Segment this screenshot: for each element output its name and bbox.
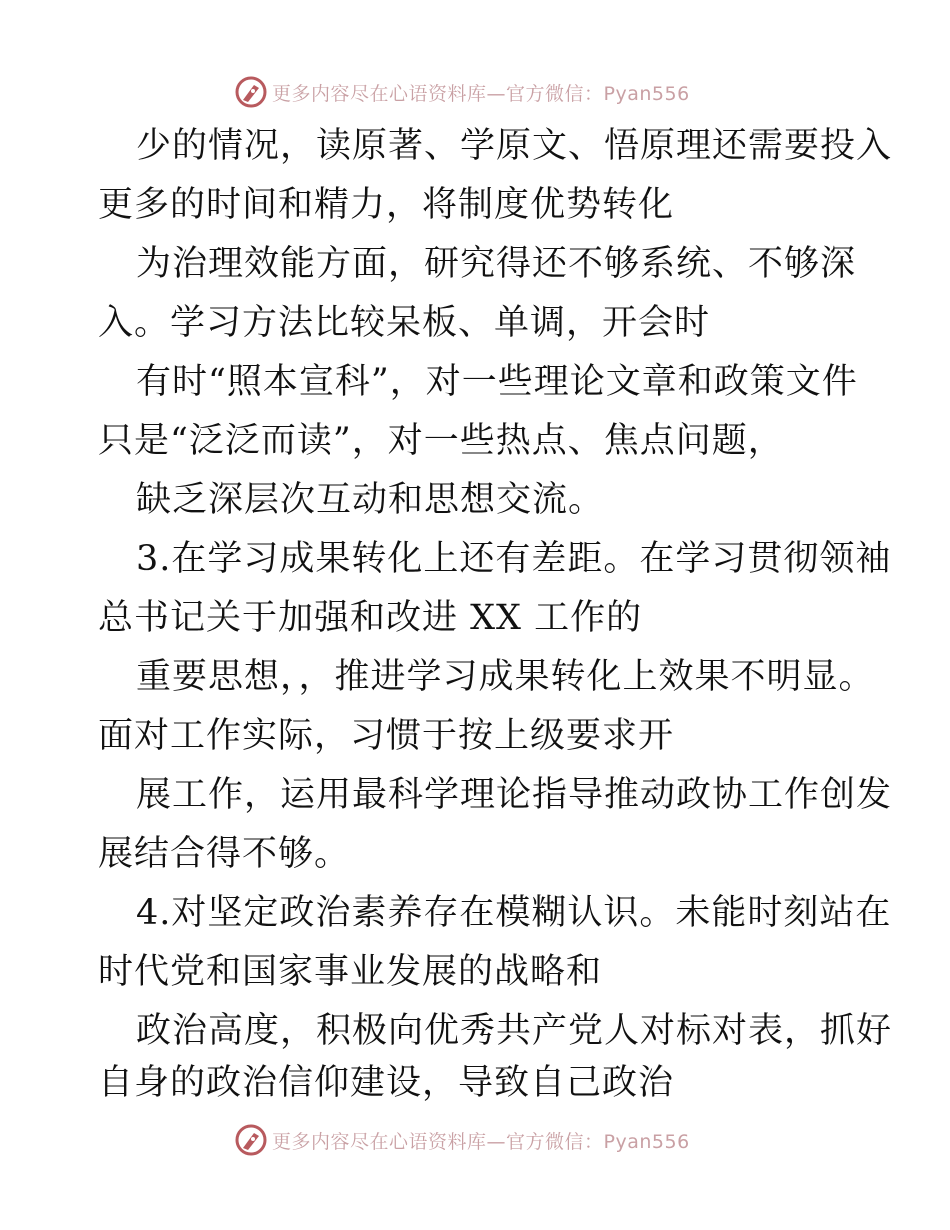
body-line: 时代党和国家事业发展的战略和	[98, 952, 603, 992]
footer-watermark	[234, 1122, 690, 1158]
body-line: 政治高度，积极向优秀共产党人对标对表，抓好	[136, 1011, 893, 1051]
watermark-wechat-text: 官方微信：Pyan556	[506, 1130, 690, 1153]
body-line: 只是“泛泛而读”，对一些热点、焦点问题，	[98, 421, 784, 461]
body-line: 总书记关于加强和改进 XX 工作的	[98, 598, 643, 638]
body-line: 展结合得不够。	[98, 834, 351, 874]
body-line: 3.在学习成果转化上还有差距。在学习贯彻领袖	[136, 539, 892, 579]
pen-nib-circle-icon	[234, 1123, 268, 1157]
header-watermark	[234, 74, 690, 110]
body-line: 为治理效能方面，研究得还不够系统、不够深	[136, 244, 857, 284]
body-line: 有时“照本宣科”，对一些理论文章和政策文件	[136, 362, 858, 402]
body-line: 缺乏深层次互动和思想交流。	[136, 480, 605, 520]
watermark-separator: —	[486, 82, 507, 105]
body-line: 入。学习方法比较呆板、单调，开会时	[98, 303, 711, 343]
body-line: 少的情况，读原著、学原文、悟原理还需要投入	[136, 126, 893, 166]
body-line: 面对工作实际，习惯于按上级要求开	[98, 716, 675, 756]
watermark-separator: —	[486, 1130, 507, 1153]
watermark-wechat-text: 官方微信：Pyan556	[506, 82, 690, 105]
body-line: 重要思想，，推进学习成果转化上效果不明显。	[136, 657, 875, 697]
pen-nib-circle-icon	[234, 75, 268, 109]
watermark-site-text: 更多内容尽在心语资料库	[272, 1130, 487, 1153]
watermark-site-text: 更多内容尽在心语资料库	[272, 82, 487, 105]
body-line: 更多的时间和精力，将制度优势转化	[98, 185, 675, 225]
body-line: 自身的政治信仰建设，导致自己政治	[98, 1063, 675, 1103]
body-line: 展工作，运用最科学理论指导推动政协工作创发	[136, 775, 893, 815]
body-line: 4.对坚定政治素养存在模糊认识。未能时刻站在	[136, 893, 892, 933]
